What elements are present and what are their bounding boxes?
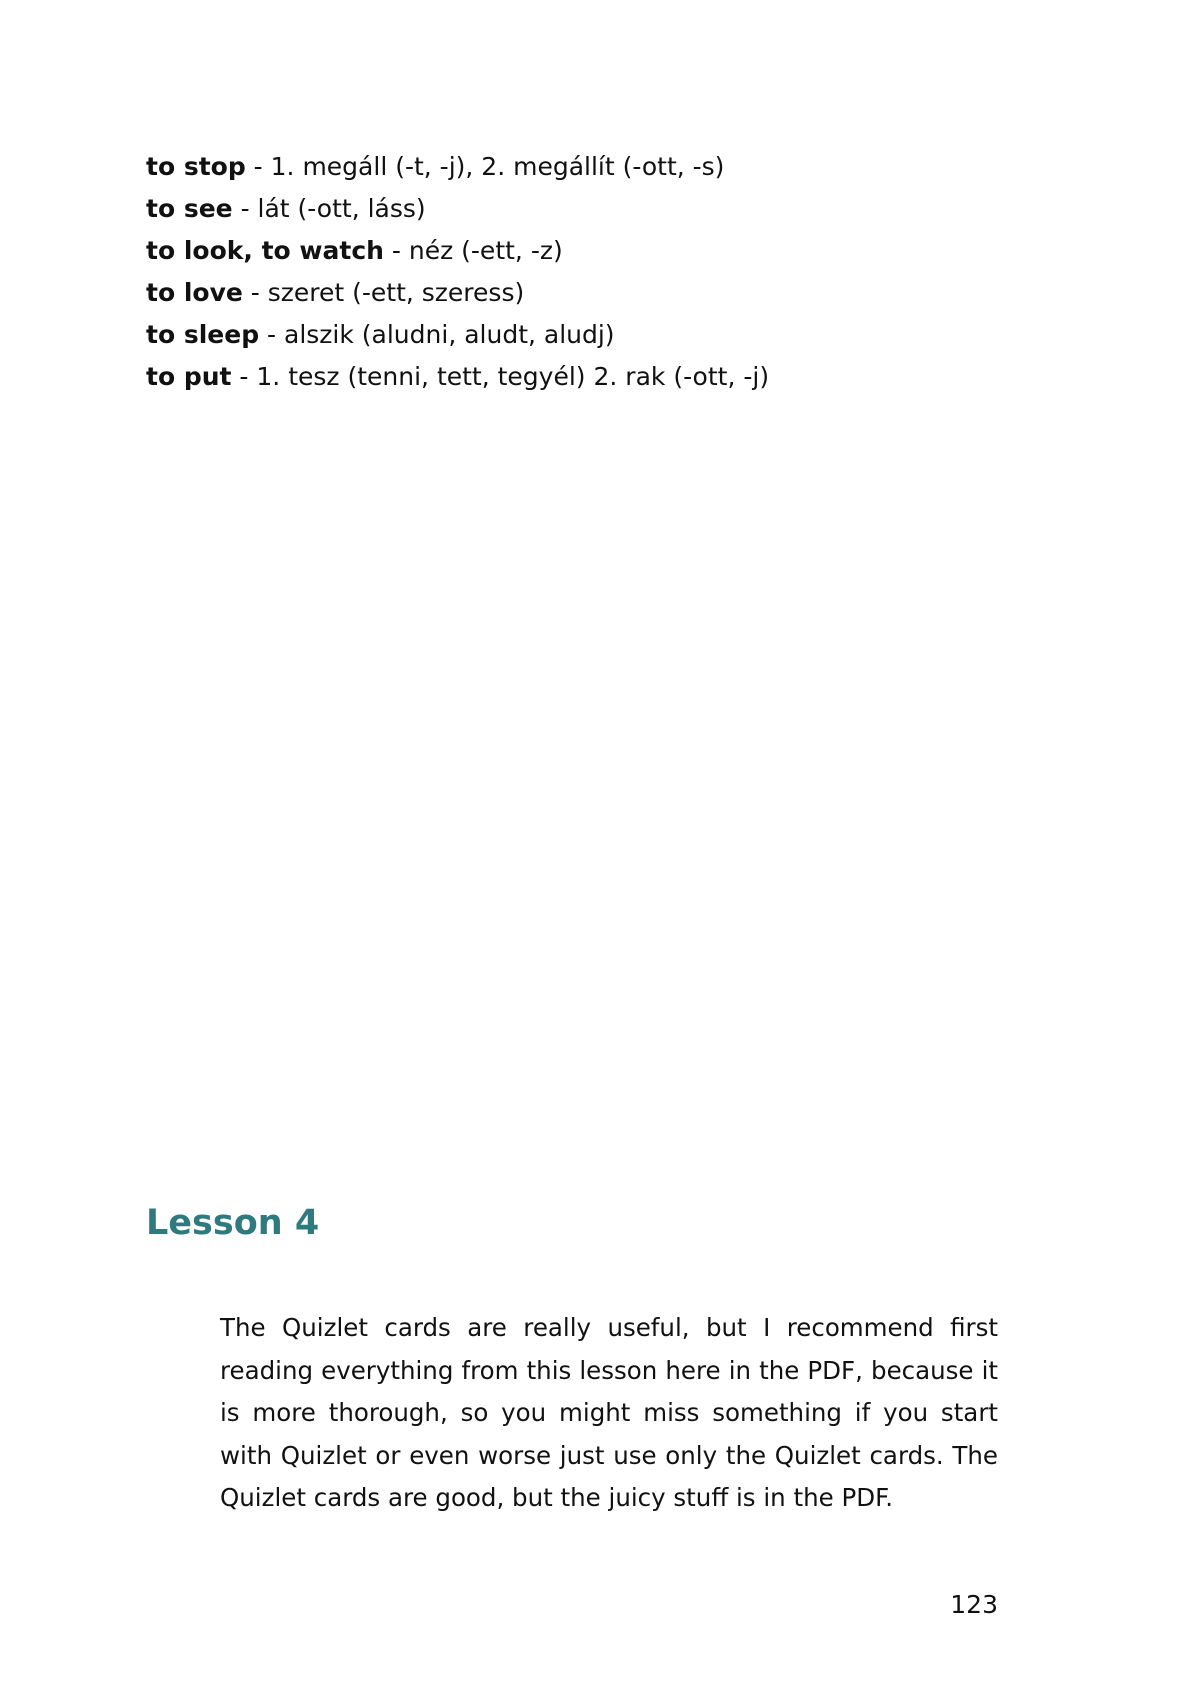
vocab-entry xyxy=(146,314,1046,356)
vocab-term: to stop xyxy=(146,152,246,181)
vocab-definition: - szeret (-ett, szeress) xyxy=(242,278,525,307)
lesson-intro-paragraph: The Quizlet cards are really useful, but I recommend first reading everything from this lesson here in the PDF, because it is more thorough, so you might miss something if you start with Quizlet or even worse just use only the Quizlet cards. The Quizlet cards are good, but the juicy stuff is in the PDF. xyxy=(220,1313,998,1512)
vocab-entry xyxy=(146,146,1046,188)
vocab-term: to sleep xyxy=(146,320,260,349)
vocab-entry xyxy=(146,230,1046,272)
vocab-definition: - lát (-ott, láss) xyxy=(232,194,426,223)
vocab-term: to put xyxy=(146,362,232,391)
vocab-term: to see xyxy=(146,194,233,223)
vocab-definition: - alszik (aludni, aludt, aludj) xyxy=(259,320,615,349)
vocab-entry xyxy=(146,272,1046,314)
vocab-entry xyxy=(146,188,1046,230)
vocab-term: to love xyxy=(146,278,243,307)
vocab-entry xyxy=(146,356,1046,398)
vocab-definition: - 1. tesz (tenni, tett, tegyél) 2. rak (-ott, -j) xyxy=(231,362,770,391)
page-number: 123 xyxy=(950,1590,998,1619)
vocab-definition: - 1. megáll (-t, -j), 2. megállít (-ott, -s) xyxy=(245,152,725,181)
lesson-title: Lesson 4 xyxy=(146,1203,320,1243)
vocabulary-list xyxy=(146,146,1046,398)
vocab-term: to look, to watch xyxy=(146,236,384,265)
vocab-definition: - néz (-ett, -z) xyxy=(383,236,563,265)
